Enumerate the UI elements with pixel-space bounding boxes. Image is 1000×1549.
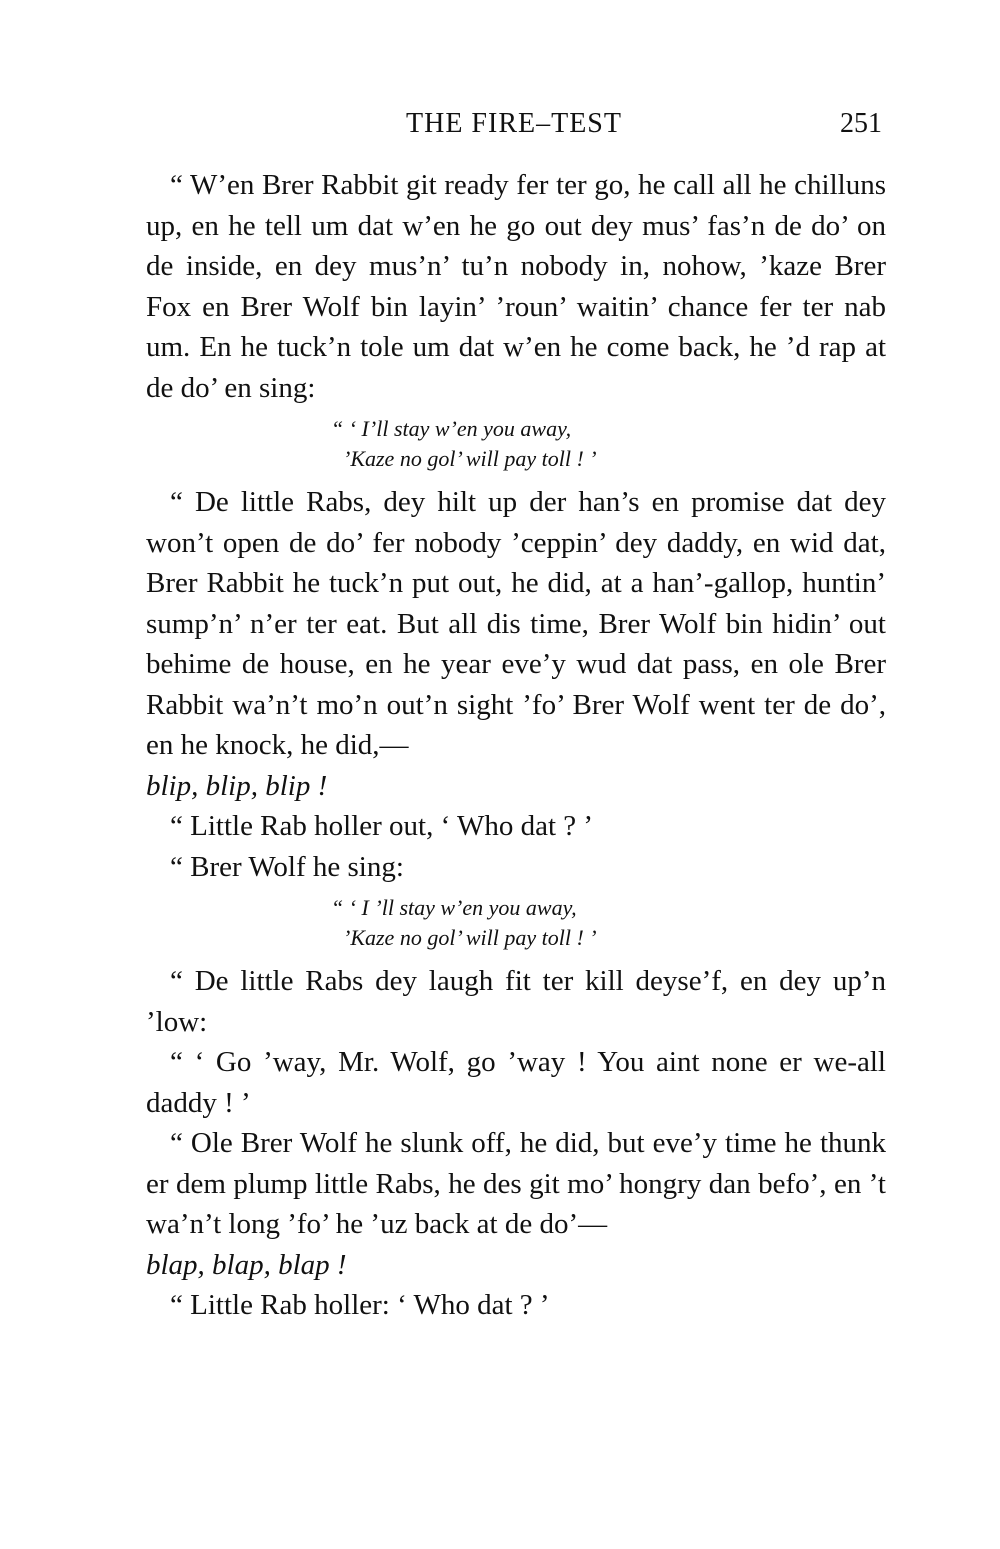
- page-body: [146, 165, 886, 1326]
- verse-2: [146, 893, 886, 953]
- paragraph-2: “ De little Rabs, dey hilt up der han’s en promise dat dey won’t open de do’ fer nobody ’ceppin’ dey daddy, en wid dat, Brer Rabbit he tuck’n put out, he did, at a han’-gallop, huntin’ sump’n’ n’er ter eat. But all dis time, Brer Wolf bin hidin’ out behime de house, en he year eve’y wud dat pass, en ole Brer Rabbit wa’n’t mo’n out’n sight ’fo’ Brer Wolf went ter de do’, en he knock, he did,—: [146, 486, 886, 761]
- paragraph-5: “ De little Rabs dey laugh fit ter kill deyse’f, en dey up’n ’low:: [146, 965, 886, 1038]
- verse-1-line-2: ’Kaze no gol’ will pay toll ! ’: [343, 446, 597, 471]
- verse-2-line-1: “ ‘ I ’ll stay w’en you away,: [331, 895, 577, 920]
- verse-1-line-1: “ ‘ I’ll stay w’en you away,: [331, 416, 572, 441]
- verse-1: [146, 414, 886, 474]
- paragraph-7-ending: blap, blap, blap !: [146, 1248, 347, 1281]
- paragraph-6: “ ‘ Go ’way, Mr. Wolf, go ’way ! You aint none er we-all daddy ! ’: [146, 1046, 886, 1119]
- verse-2-line-2: ’Kaze no gol’ will pay toll ! ’: [343, 925, 597, 950]
- paragraph-8: “ Little Rab holler: ‘ Who dat ? ’: [170, 1289, 550, 1321]
- page-number: 251: [840, 108, 882, 139]
- paragraph-2-ending: blip, blip, blip !: [146, 769, 328, 802]
- paragraph-1: “ W’en Brer Rabbit git ready fer ter go, he call all he chilluns up, en he tell um dat w’en he go out dey mus’ fas’n de do’ on de inside, en dey mus’n’ tu’n nobody in, nohow, ’kaze Brer Fox en Brer Wolf bin layin’ ’roun’ waitin’ chance fer ter nab um. En he tuck’n tole um dat w’en he come back, he ’d rap at de do’ en sing:: [146, 169, 886, 404]
- running-head: THE FIRE–TEST: [406, 108, 622, 139]
- paragraph-7: “ Ole Brer Wolf he slunk off, he did, but eve’y time he thunk er dem plump little Rabs, he des git mo’ hongry dan befo’, en ’t wa’n’t long ’fo’ he ’uz back at de do’—: [146, 1127, 886, 1240]
- paragraph-3: “ Little Rab holler out, ‘ Who dat ? ’: [170, 810, 594, 842]
- paragraph-4: “ Brer Wolf he sing:: [170, 850, 404, 883]
- page-header: [146, 104, 882, 148]
